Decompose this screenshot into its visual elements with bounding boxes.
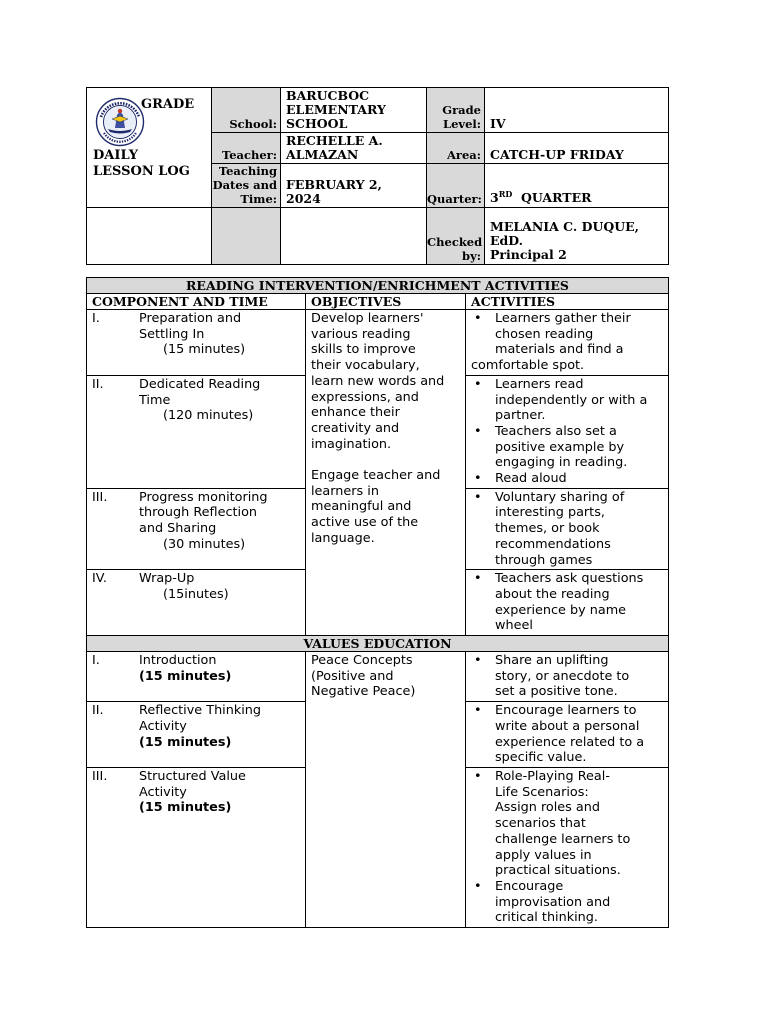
activity-bullet: • Encourage learners to write about a personal experience related to a specific value.	[471, 703, 664, 766]
activity-bullet: • Voluntary sharing of interesting parts, themes, or book recommendations through games	[471, 490, 664, 569]
activities-table	[86, 277, 669, 928]
quarter-value: 3RD QUARTER	[485, 164, 669, 208]
component-duration: (15 minutes)	[139, 800, 232, 816]
checked-by-label: Checked by:	[427, 208, 485, 265]
grade-level-value: IV	[485, 88, 669, 133]
activities-cell	[466, 767, 669, 927]
component-duration: (30 minutes)	[163, 536, 246, 552]
area-label: Area:	[427, 133, 485, 164]
activities-cell	[466, 570, 669, 636]
component-cell: I. Preparation and Settling In (15 minutes)	[87, 310, 306, 376]
activity-bullet: • Teachers also set a positive example by engaging in reading.	[471, 424, 664, 471]
activity-bullet: • Encourage improvisation and critical thinking.	[471, 879, 664, 926]
grade-level-label: Grade Level:	[427, 88, 485, 133]
header-title-cell	[87, 88, 212, 208]
activities-cell	[466, 488, 669, 570]
school-value: BARUCBOC ELEMENTARY SCHOOL	[281, 88, 427, 133]
area-value: CATCH-UP FRIDAY	[485, 133, 669, 164]
activity-bullet: • Learners gather their chosen reading materials and find a	[471, 311, 664, 358]
teacher-label: Teacher:	[212, 133, 281, 164]
activity-bullet: • Role-Playing Real- Life Scenarios: Assign roles and scenarios that challenge learners to apply values in practical situations.	[471, 769, 664, 879]
component-number: I.	[92, 311, 100, 326]
activity-bullet: • Learners read independently or with a partner.	[471, 377, 664, 424]
column-header-activities: ACTIVITIES	[466, 294, 669, 310]
empty-shaded-cell	[212, 208, 281, 265]
values-objectives-cell: Peace Concepts (Positive and Negative Peace)	[306, 652, 466, 928]
component-number: II.	[92, 703, 104, 719]
component-duration: (120 minutes)	[163, 408, 254, 424]
grade-title: GRADE	[141, 97, 195, 112]
empty-cell	[87, 208, 212, 265]
component-cell: III. Structured Value Activity (15 minutes)	[87, 767, 306, 927]
activities-cell	[466, 652, 669, 702]
checked-by-value: MELANIA C. DUQUE, EdD. Principal 2	[485, 208, 669, 265]
quarter-label: Quarter:	[427, 164, 485, 208]
reading-section-title: READING INTERVENTION/ENRICHMENT ACTIVITIES	[87, 278, 669, 294]
column-header-component: COMPONENT AND TIME	[87, 294, 306, 310]
teaching-dates-value: FEBRUARY 2, 2024	[281, 164, 427, 208]
component-cell: I. Introduction (15 minutes)	[87, 652, 306, 702]
component-duration: (15 minutes)	[139, 734, 232, 750]
component-cell: III. Progress monitoring through Reflection and Sharing (30 minutes)	[87, 488, 306, 570]
component-duration: (15inutes)	[163, 586, 229, 602]
reading-objectives-cell: Develop learners' various reading skills to improve their vocabulary, learn new words and expressions, and enhance their creativity and imagination. Engage teacher and learners in meaningful and active use of the language.	[306, 310, 466, 636]
activity-bullet: • Read aloud	[471, 471, 664, 487]
activity-bullet: • Teachers ask questions about the reading experience by name wheel	[471, 571, 664, 634]
component-number: III.	[92, 489, 108, 505]
component-duration: (15 minutes)	[139, 668, 232, 684]
component-number: II.	[92, 376, 104, 392]
component-number: IV.	[92, 571, 107, 587]
header-table	[86, 87, 669, 265]
empty-cell	[281, 208, 427, 265]
component-duration: (15 minutes)	[163, 342, 246, 358]
activity-bullet: • Share an uplifting story, or anecdote to set a positive tone.	[471, 653, 664, 700]
component-number: I.	[92, 653, 100, 669]
activities-cell	[466, 375, 669, 488]
values-section-title: VALUES EDUCATION	[87, 636, 669, 652]
component-cell: II. Reflective Thinking Activity (15 minutes)	[87, 702, 306, 768]
activities-cell: • Learners gather their chosen reading materials and find a comfortable spot.	[466, 310, 669, 376]
component-cell: IV. Wrap-Up (15inutes)	[87, 570, 306, 636]
deped-seal-icon	[95, 97, 145, 147]
component-number: III.	[92, 768, 108, 784]
teacher-value: RECHELLE A. ALMAZAN	[281, 133, 427, 164]
teaching-dates-label: Teaching Dates and Time:	[212, 164, 281, 208]
component-cell: II. Dedicated Reading Time (120 minutes)	[87, 375, 306, 488]
column-header-objectives: OBJECTIVES	[306, 294, 466, 310]
activities-cell	[466, 702, 669, 768]
daily-lesson-log-title: DAILY LESSON LOG	[93, 148, 190, 179]
school-label: School:	[212, 88, 281, 133]
